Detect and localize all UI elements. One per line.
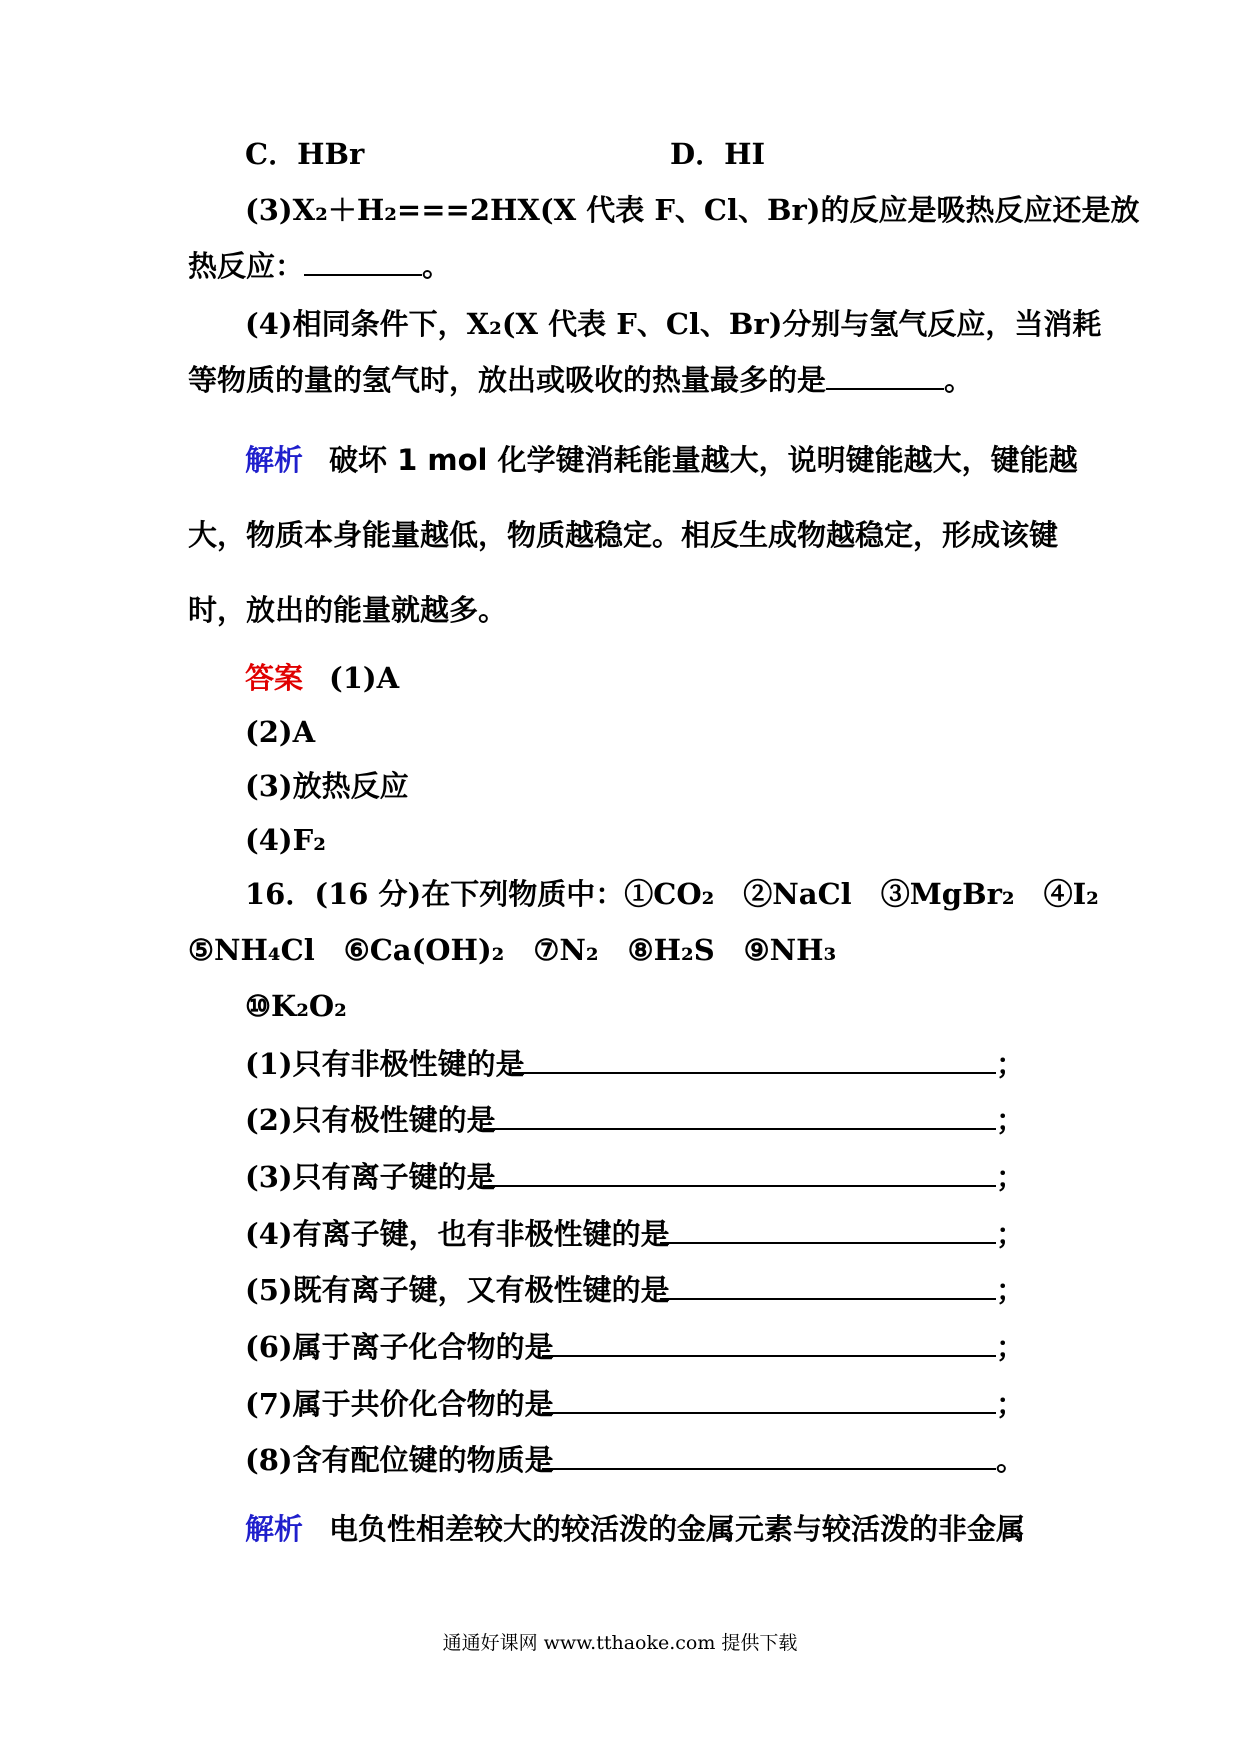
answer-blank[interactable]	[660, 1298, 996, 1300]
analysis-label: 解析	[245, 1512, 304, 1546]
answer-3: (3)放热反应	[245, 769, 409, 803]
item-end: ；	[996, 1330, 1026, 1364]
q16-item	[245, 1330, 554, 1364]
item-end: ；	[996, 1273, 1026, 1307]
analysis-text: 破坏 1 mol 化学键消耗能量越大，说明键能越大，键能越	[329, 443, 1078, 477]
analysis-text: 电负性相差较大的较活泼的金属元素与较活泼的非金属	[329, 1512, 1026, 1546]
q15-part4-text: 等物质的量的氢气时，放出或吸收的热量最多的是	[188, 363, 827, 397]
q15-part3-line2	[188, 249, 452, 283]
item-text: (6)属于离子化合物的是	[245, 1330, 554, 1364]
q16-intro: 16．(16 分)在下列物质中：①CO₂ ②NaCl ③MgBr₂ ④I₂	[245, 877, 1099, 911]
item-text: (5)既有离子键，又有极性键的是	[245, 1273, 670, 1307]
answer-4: (4)F₂	[245, 823, 326, 857]
answer-blank[interactable]	[512, 1072, 996, 1074]
q16-item	[245, 1443, 554, 1477]
q16-item	[245, 1273, 670, 1307]
q16-item	[245, 1047, 525, 1081]
q15-part3-end: 。	[422, 249, 452, 283]
answer-blank[interactable]	[483, 1185, 996, 1187]
q15-analysis-line3: 时，放出的能量就越多。	[188, 593, 508, 627]
q16-item	[245, 1217, 670, 1251]
q15-part3-text: 热反应：	[188, 249, 305, 283]
item-end: ；	[996, 1160, 1026, 1194]
q16-analysis-line1	[245, 1512, 1026, 1546]
q16-item	[245, 1103, 496, 1137]
option-d: D．HI	[670, 137, 766, 171]
option-c: C．HBr	[245, 137, 365, 171]
item-text: (4)有离子键，也有非极性键的是	[245, 1217, 670, 1251]
q15-analysis-line1	[245, 443, 1078, 477]
item-end: 。	[996, 1443, 1026, 1477]
q15-part4-line1: (4)相同条件下，X₂(X 代表 F、Cl、Br)分别与氢气反应，当消耗	[245, 307, 1102, 341]
q15-part3-line1: (3)X₂＋H₂===2HX(X 代表 F、Cl、Br)的反应是吸热反应还是放	[245, 193, 1140, 227]
answer-blank[interactable]	[826, 366, 944, 390]
page-footer: 通通好课网 www.tthaoke.com 提供下载	[442, 1632, 798, 1654]
q16-item	[245, 1160, 496, 1194]
item-text: (3)只有离子键的是	[245, 1160, 496, 1194]
item-text: (1)只有非极性键的是	[245, 1047, 525, 1081]
q15-analysis-line2: 大，物质本身能量越低，物质越稳定。相反生成物越稳定，形成该键	[188, 518, 1059, 552]
answer-blank[interactable]	[660, 1242, 996, 1244]
q15-part4-end: 。	[944, 363, 974, 397]
analysis-label: 解析	[245, 443, 304, 477]
item-end: ；	[996, 1217, 1026, 1251]
item-text: (7)属于共价化合物的是	[245, 1387, 554, 1421]
q16-substances-line3: ⑩K₂O₂	[245, 989, 347, 1023]
item-text: (8)含有配位键的物质是	[245, 1443, 554, 1477]
answer-2: (2)A	[245, 715, 316, 749]
answer-blank[interactable]	[542, 1355, 996, 1357]
answer-label: 答案	[245, 661, 304, 695]
q16-item	[245, 1387, 554, 1421]
answer-blank[interactable]	[483, 1128, 996, 1130]
item-end: ；	[996, 1047, 1026, 1081]
q15-answer-line1	[245, 661, 400, 695]
item-text: (2)只有极性键的是	[245, 1103, 496, 1137]
answer-blank[interactable]	[304, 252, 422, 276]
answer-blank[interactable]	[542, 1468, 996, 1470]
q15-part4-line2	[188, 363, 974, 397]
item-end: ；	[996, 1387, 1026, 1421]
answer-1: (1)A	[329, 661, 400, 695]
q16-substances-line2: ⑤NH₄Cl ⑥Ca(OH)₂ ⑦N₂ ⑧H₂S ⑨NH₃	[188, 933, 837, 967]
item-end: ；	[996, 1103, 1026, 1137]
answer-blank[interactable]	[542, 1412, 996, 1414]
